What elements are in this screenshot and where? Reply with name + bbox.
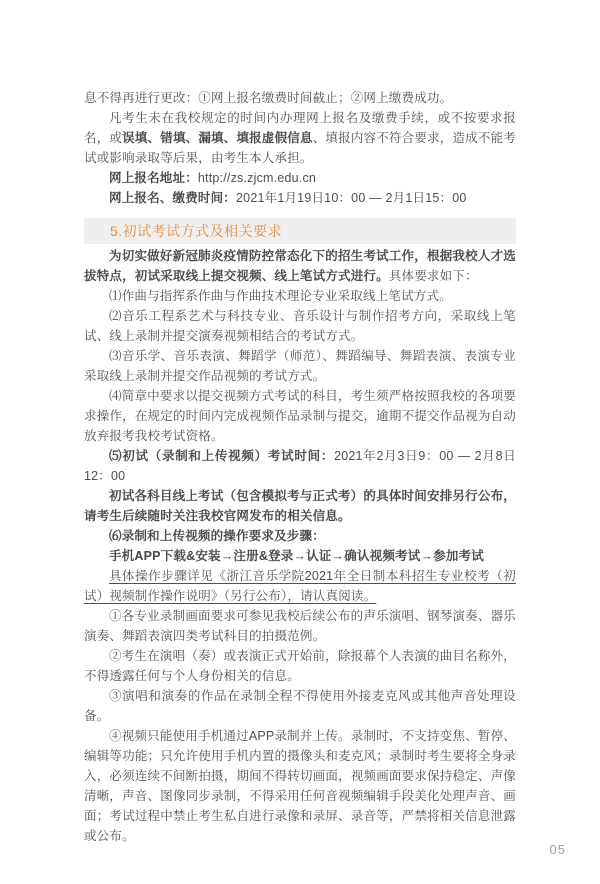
- para-continuation: 息不得再进行更改：①网上报名缴费时间截止；②网上缴费成功。: [84, 91, 453, 105]
- para-signup-time: [84, 188, 516, 208]
- signup-address-label: 网上报名地址：: [109, 171, 198, 185]
- para-item-5: [84, 446, 516, 486]
- doc-body: [84, 88, 516, 846]
- page-number: 05: [549, 842, 566, 857]
- para-item-6: ⑹录制和上传视频的操作要求及步骤：: [109, 529, 325, 543]
- signup-time-label: 网上报名、缴费时间：: [109, 191, 237, 205]
- para-sub-2: ②考生在演唱（奏）或表演正式开始前，除报幕个人表演的曲目名称外，不得透露任何与个人身份相关的信息。: [84, 649, 516, 683]
- para-item-1: ⑴作曲与指挥系作曲与作曲技术理论专业采取线上笔试方式。: [109, 289, 452, 303]
- liability-emphasis: 误填、错填、漏填、填报虚假信息: [122, 131, 313, 145]
- para-sub-4: ④视频只能使用手机通过APP录制并上传。录制时，不支持变焦、暂停、编辑等功能；只允许使用手机内置的摄像头和麦克风；录制时考生要将全身录入，必须连续不间断拍摄，期间不得转切画面，视频画面要求保持稳定、声像清晰，声音、图像同步录制，不得采用任何音视频编辑手段美化处理声音、画面；考试过程中禁止考生私自进行录像和录屏、录音等，严禁将相关信息泄露或公布。: [84, 729, 516, 843]
- section-heading: 5.初试考试方式及相关要求: [84, 218, 516, 244]
- para-item-4: ⑷简章中要求以提交视频方式考试的科目，考生须严格按照我校的各项要求操作，在规定的时间内完成视频作品录制与提交，逾期不提交作品视为自动放弃报考我校考试资格。: [84, 389, 516, 443]
- para-item-3: ⑶音乐学、音乐表演、舞蹈学（师范）、舞蹈编导、舞蹈表演、表演专业采取线上录制并提交作品视频的考试方式。: [84, 349, 516, 383]
- item-5-value: 2021年2月3日9：00 — 2月8日12：00: [84, 449, 517, 483]
- para-intro: [84, 246, 516, 286]
- signup-address-value: http://zs.zjcm.edu.cn: [197, 171, 317, 185]
- liability-rest: 、填报内容不符合要求，造成不能考试或影响录取等后果，由考生本人承担。: [84, 131, 516, 165]
- manual-note-text: 具体操作步骤详见《浙江音乐学院2021年全日制本科招生专业校考（初试）视频制作操作说明》（另行公布），请认真阅读。: [84, 569, 516, 603]
- para-sub-3: ③演唱和演奏的作品在录制全程不得使用外接麦克风或其他声音处理设备。: [84, 689, 516, 723]
- intro-bold: 为切实做好新冠肺炎疫情防控常态化下的招生考试工作，根据我校人才选拔特点，初试采取线上提交视频、线上笔试方式进行。: [84, 249, 516, 283]
- para-item-2: ⑵音乐工程系艺术与科技专业、音乐设计与制作招考方向，采取线上笔试、线上录制并提交演奏视频相结合的考试方式。: [84, 309, 516, 343]
- liability-lead: 凡考生未在我校规定的时间内办理网上报名及缴费手续，或不按要求报名，或: [84, 111, 516, 145]
- para-sub-1: ①各专业录制画面要求可参见我校后续公布的声乐演唱、钢琴演奏、器乐演奏、舞蹈表演四类考试科目的拍摄范例。: [84, 609, 516, 643]
- intro-rest: 具体要求如下：: [388, 269, 478, 283]
- para-manual-note: [84, 566, 516, 606]
- signup-time-value: 2021年1月19日10：00 — 2月1日15：00: [236, 191, 467, 205]
- para-liability: [84, 108, 516, 168]
- item-5-label: ⑸初试（录制和上传视频）考试时间：: [109, 449, 335, 463]
- para-signup-address: [84, 168, 516, 188]
- para-schedule-note: 初试各科目线上考试（包含模拟考与正式考）的具体时间安排另行公布，请考生后续随时关注我校官网发布的相关信息。: [84, 489, 516, 523]
- para-app-steps: 手机APP下载&安装→注册&登录→认证→确认视频考试→参加考试: [109, 549, 484, 563]
